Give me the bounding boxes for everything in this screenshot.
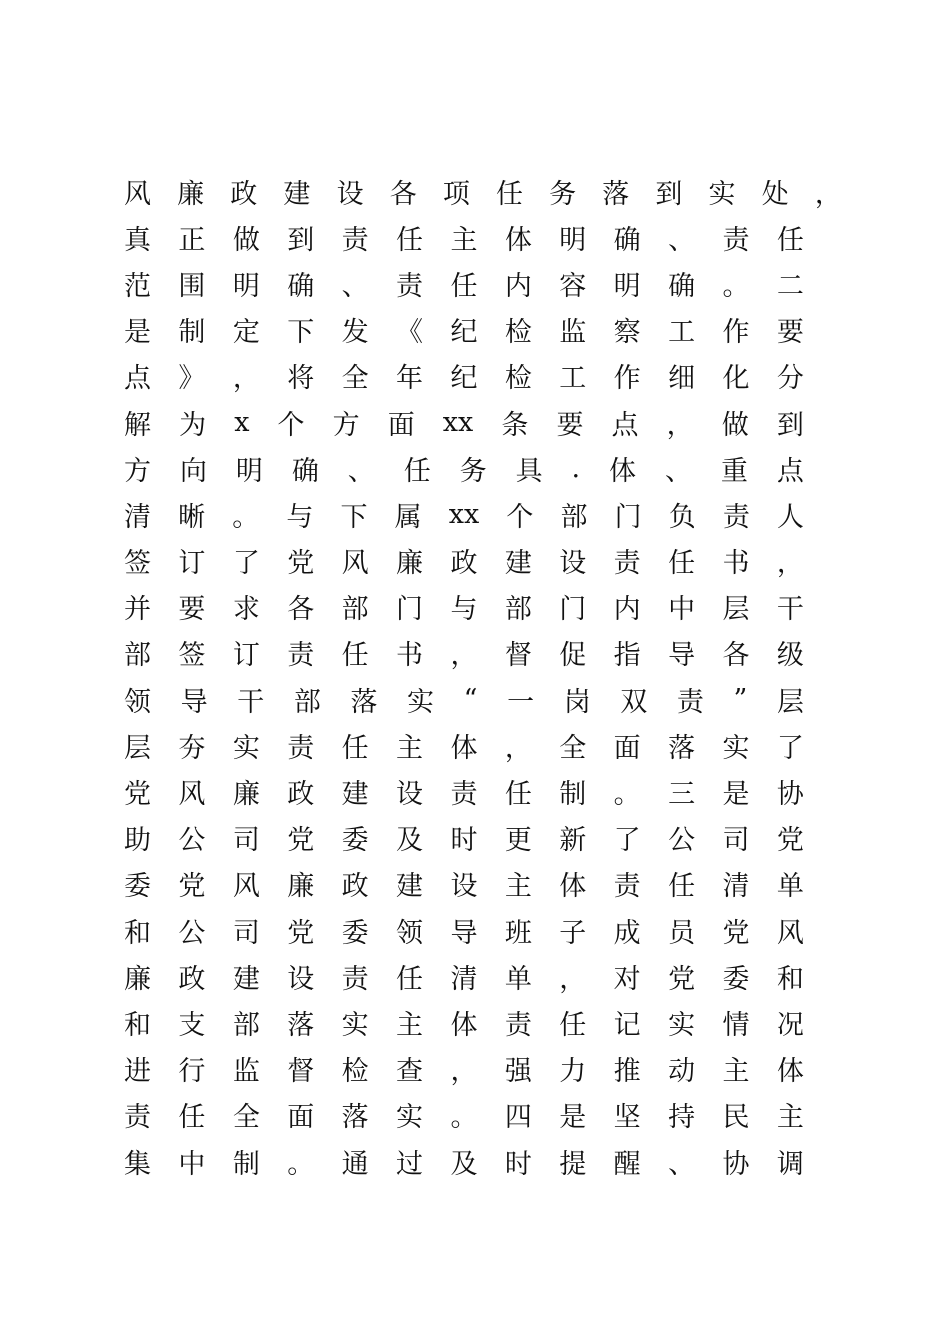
text-line: 党 风 廉 政 建 设 责 任 制 。 三 是 协 [124, 779, 804, 811]
text-line: 和 支 部 落 实 主 体 责 任 记 实 情 况 [124, 1009, 804, 1041]
text-line: 方 向 明 确 、 任 务 具 . 体 、 重 点 [124, 452, 804, 487]
text-line: 点 》 ， 将 全 年 纪 检 工 作 细 化 分 [124, 363, 804, 395]
text-line: 集 中 制 。 通 过 及 时 提 醒 、 协 调 [124, 1148, 804, 1180]
text-line: 进 行 监 督 检 查 ， 强 力 推 动 主 体 [124, 1056, 804, 1088]
text-line: 真 正 做 到 责 任 主 体 明 确 、 责 任 [124, 224, 804, 256]
text-line: 和 公 司 党 委 领 导 班 子 成 员 党 风 [124, 917, 804, 949]
text-line: 签 订 了 党 风 廉 政 建 设 责 任 书 ， [124, 548, 804, 580]
text-line: 委 党 风 廉 政 建 设 主 体 责 任 清 单 [124, 871, 804, 903]
body-text [124, 168, 842, 1184]
text-line: 并 要 求 各 部 门 与 部 门 内 中 层 干 [124, 594, 804, 626]
text-line: 风 廉 政 建 设 各 项 任 务 落 到 实 处 ， [124, 178, 842, 210]
text-line: 廉 政 建 设 责 任 清 单 ， 对 党 委 和 [124, 963, 804, 995]
text-line: 助 公 司 党 委 及 时 更 新 了 公 司 党 [124, 825, 804, 857]
text-line: 范 围 明 确 、 责 任 内 容 明 确 。 二 [124, 270, 804, 302]
text-line: 是 制 定 下 发 《 纪 检 监 察 工 作 要 [124, 317, 804, 349]
text-line: 责 任 全 面 落 实 。 四 是 坚 持 民 主 [124, 1102, 804, 1134]
text-line: 层 夯 实 责 任 主 体 ， 全 面 落 实 了 [124, 732, 804, 764]
text-line: 部 签 订 责 任 书 ， 督 促 指 导 各 级 [124, 640, 804, 672]
text-line: 领 导 干 部 落 实 “ 一 岗 双 责 ” 层 [124, 683, 804, 718]
text-line: 解 为 x 个 方 面 xx 条 要 点 ， 做 到 [124, 406, 804, 441]
text-line: 清 晰 。 与 下 属 xx 个 部 门 负 责 人 [124, 498, 804, 533]
